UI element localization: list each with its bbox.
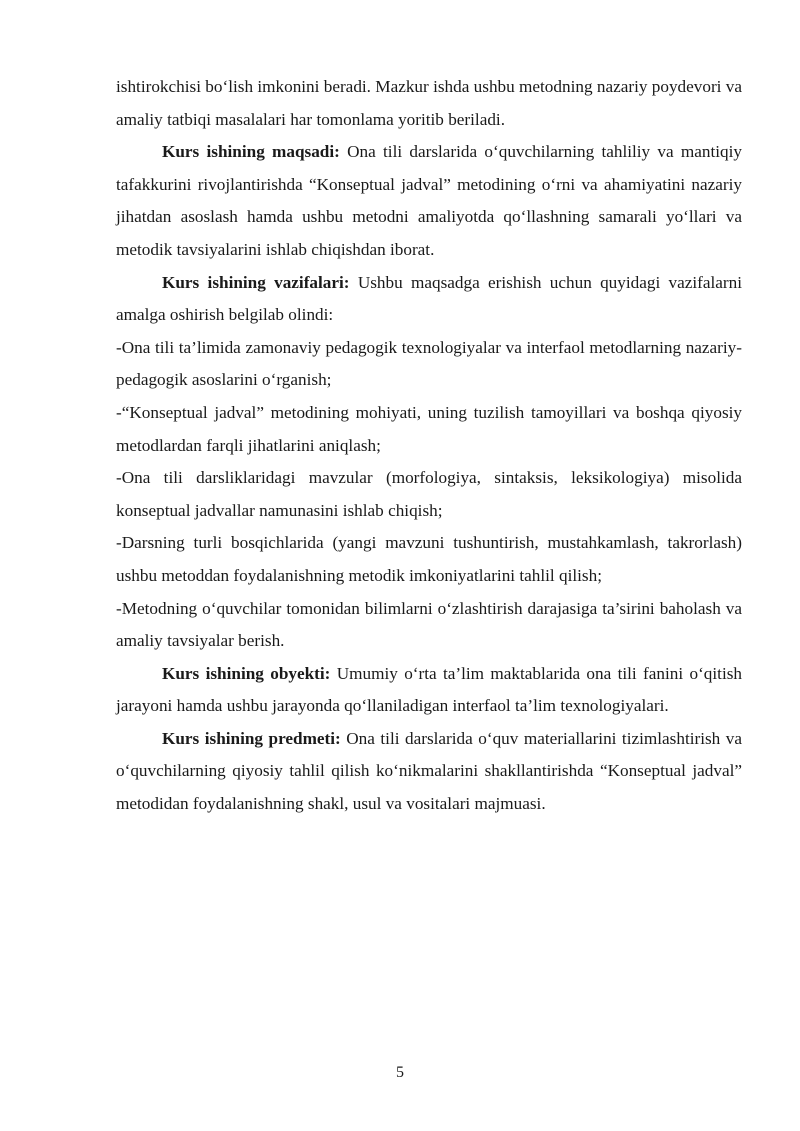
- object-text: Umumiy o‘rta ta’lim maktablarida ona tili fanini o‘qitish jarayoni hamda ushbu jarayonda qo‘llaniladigan interfaol ta’lim texnologiyalari.: [116, 663, 742, 716]
- task-item: -“Konseptual jadval” metodining mohiyati, uning tuzilish tamoyillari va boshqa qiyosiy metodlardan farqli jihatlarini aniqlash;: [116, 402, 742, 455]
- intro-continuation-paragraph: ishtirokchisi bo‘lish imkonini beradi. Mazkur ishda ushbu metodning nazariy poydevori va amaliy tatbiqi masalalari har tomonlama yoritib beriladi.: [116, 77, 742, 129]
- task-item: -Ona tili ta’limida zamonaviy pedagogik texnologiyalar va interfaol metodlarning nazariy-pedagogik asoslarini o‘rganish;: [116, 337, 742, 390]
- document-body: [116, 71, 742, 821]
- subject-heading: Kurs ishining predmeti:: [162, 728, 341, 748]
- object-paragraph: [116, 658, 742, 723]
- task-item: -Ona tili darsliklaridagi mavzular (morfologiya, sintaksis, leksikologiya) misolida konseptual jadvallar namunasini ishlab chiqish;: [116, 468, 742, 520]
- subject-paragraph: [116, 723, 742, 821]
- subject-text: Ona tili darslarida o‘quv materiallarini tizimlashtirish va o‘quvchilarning qiyosiy tahlil qilish ko‘nikmalarini shakllantirishda “Konseptual jadval” metodidan foydalanishning shakl, usul va vositalari majmuasi.: [116, 728, 742, 814]
- task-item: -Darsning turli bosqichlarida (yangi mavzuni tushuntirish, mustahkamlash, takrorlash) ushbu metoddan foydalanishning metodik imkoniyatlarini tahlil qilish;: [116, 533, 742, 585]
- goal-text: Ona tili darslarida o‘quvchilarning tahliliy va mantiqiy tafakkurini rivojlantirishda “Konseptual jadval” metodining o‘rni va ahamiyatini nazariy jihatdan asoslash hamda ushbu metodni amaliyotda qo‘llashning samarali yo‘llari va metodik tavsiyalarini ishlab chiqishdan iborat.: [116, 142, 743, 259]
- tasks-paragraph: [116, 267, 742, 332]
- object-heading: Kurs ishining obyekti:: [162, 663, 331, 683]
- goal-heading: Kurs ishining maqsadi:: [162, 142, 340, 162]
- goal-paragraph: [116, 136, 742, 266]
- tasks-text: Ushbu maqsadga erishish uchun quyidagi vazifalarni amalga oshirish belgilab olindi:: [116, 272, 743, 325]
- task-item: -Metodning o‘quvchilar tomonidan bilimlarni o‘zlashtirish darajasiga ta’sirini baholash va amaliy tavsiyalar berish.: [116, 598, 742, 651]
- page-number: 5: [396, 1064, 404, 1081]
- tasks-heading: Kurs ishining vazifalari:: [162, 272, 350, 292]
